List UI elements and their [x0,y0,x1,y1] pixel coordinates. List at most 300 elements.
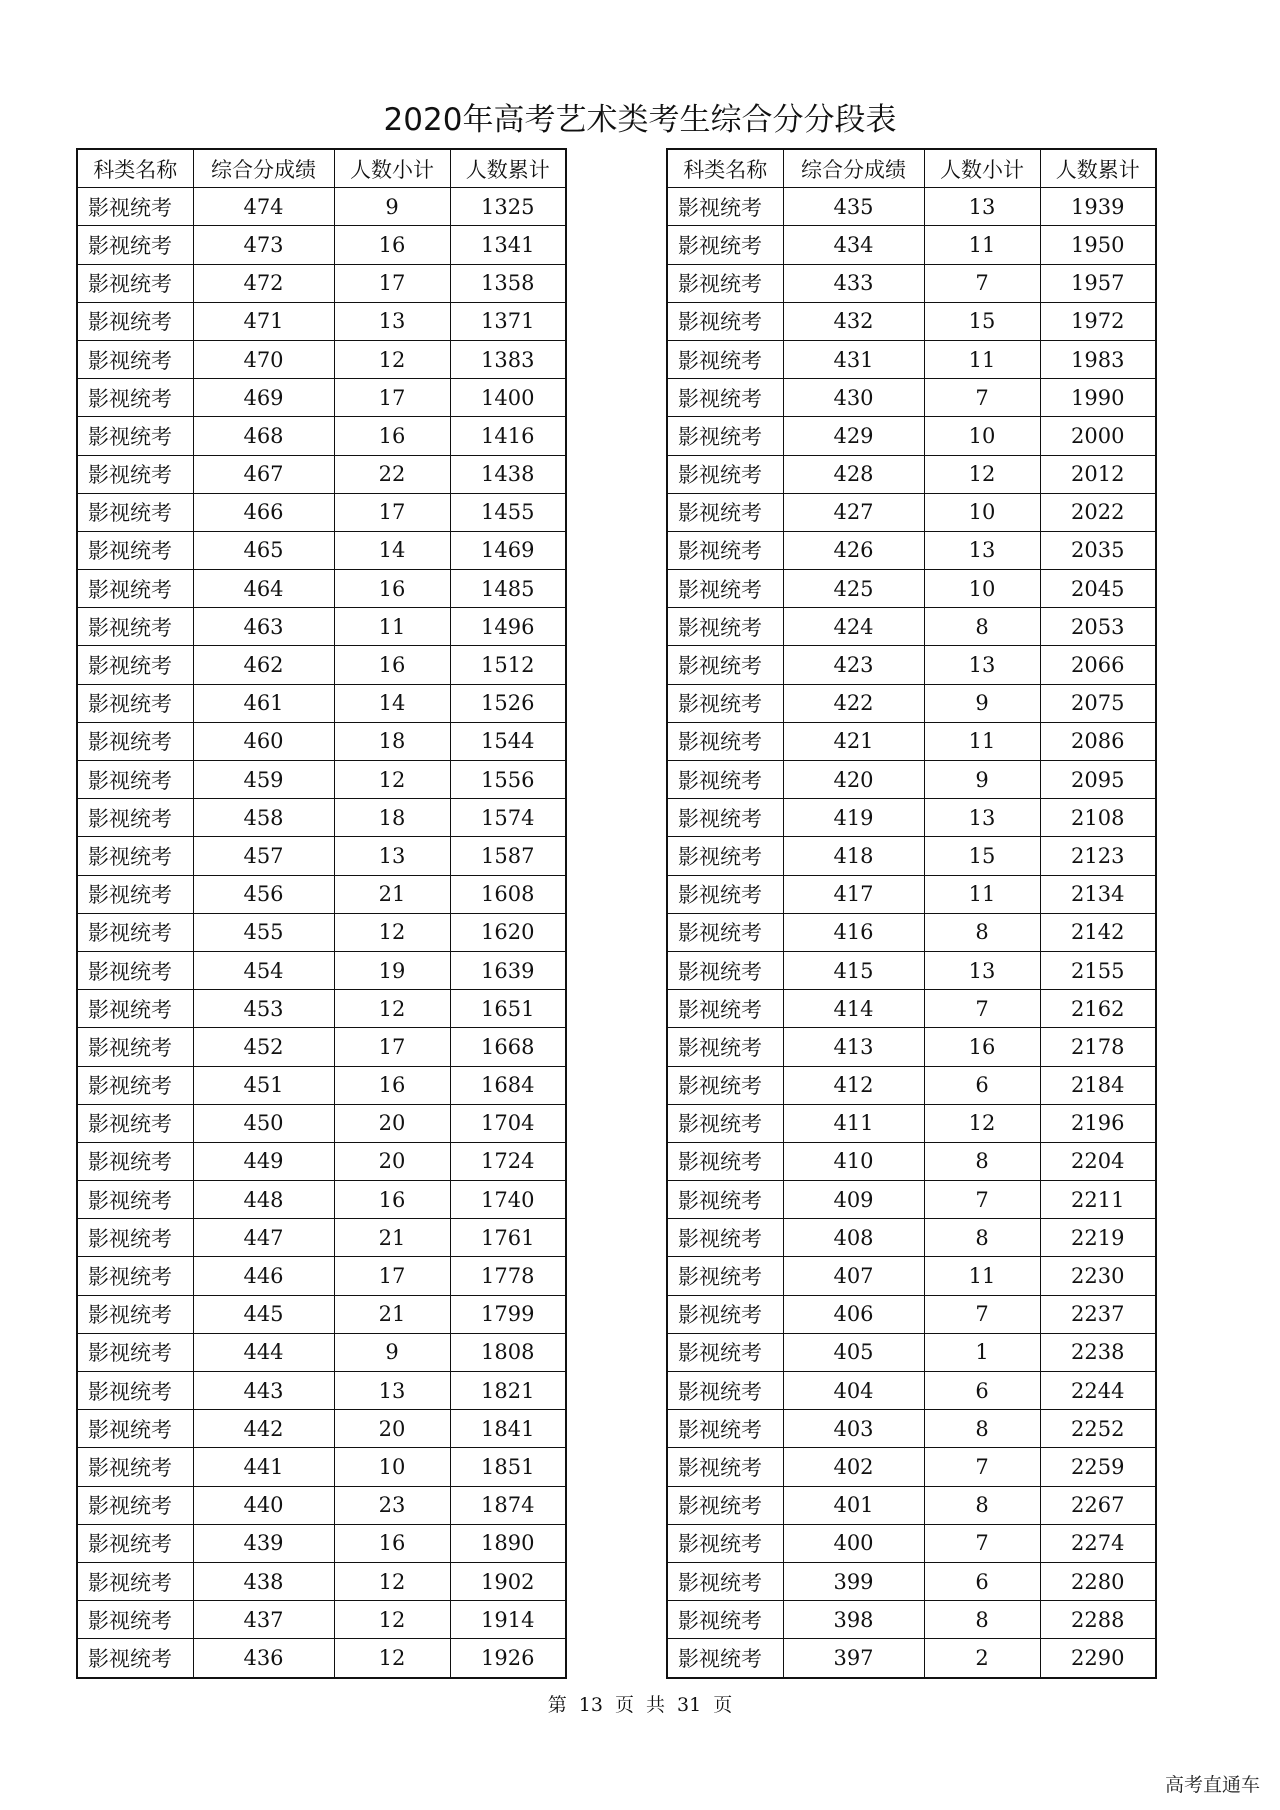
cell-category: 影视统考 [77,455,193,493]
cell-cumulative: 1740 [450,1181,566,1219]
cell-count: 16 [334,226,450,264]
cell-score: 460 [193,722,334,760]
table-row [77,608,566,646]
table-row [77,264,566,302]
cell-count: 9 [924,761,1040,799]
cell-category: 影视统考 [77,1066,193,1104]
cell-cumulative: 2000 [1040,417,1156,455]
cell-cumulative: 1526 [450,684,566,722]
cell-count: 10 [924,417,1040,455]
cell-count: 18 [334,722,450,760]
cell-category: 影视统考 [77,1486,193,1524]
footer-di: 第 [547,1694,567,1716]
cell-category: 影视统考 [77,761,193,799]
cell-count: 16 [334,646,450,684]
cell-score: 439 [193,1524,334,1562]
cell-score: 403 [783,1410,924,1448]
cell-score: 471 [193,302,334,340]
table-row [77,799,566,837]
cell-count: 17 [334,1257,450,1295]
cell-count: 7 [924,379,1040,417]
cell-category: 影视统考 [667,1295,783,1333]
cell-count: 16 [924,1028,1040,1066]
table-row [667,455,1156,493]
cell-score: 445 [193,1295,334,1333]
cell-cumulative: 2035 [1040,531,1156,569]
cell-category: 影视统考 [667,1524,783,1562]
cell-count: 7 [924,1181,1040,1219]
cell-count: 13 [924,188,1040,226]
table-row [667,799,1156,837]
cell-count: 6 [924,1066,1040,1104]
cell-count: 14 [334,531,450,569]
cell-count: 9 [334,188,450,226]
table-row [77,875,566,913]
table-row [77,837,566,875]
cell-count: 12 [334,1639,450,1678]
cell-cumulative: 2184 [1040,1066,1156,1104]
cell-cumulative: 2244 [1040,1372,1156,1410]
cell-cumulative: 2288 [1040,1601,1156,1639]
cell-cumulative: 1469 [450,531,566,569]
cell-score: 416 [783,913,924,951]
table-row [77,1372,566,1410]
cell-category: 影视统考 [667,302,783,340]
footer-ye2: 页 [713,1694,733,1716]
cell-score: 438 [193,1562,334,1600]
table-row [667,570,1156,608]
cell-category: 影视统考 [667,1562,783,1600]
cell-score: 406 [783,1295,924,1333]
table-row [77,493,566,531]
cell-cumulative: 1400 [450,379,566,417]
cell-score: 402 [783,1448,924,1486]
table-row [77,1028,566,1066]
table-row [667,379,1156,417]
table-row [667,1486,1156,1524]
cell-cumulative: 1556 [450,761,566,799]
table-row [667,1104,1156,1142]
cell-category: 影视统考 [667,761,783,799]
cell-count: 16 [334,417,450,455]
cell-cumulative: 1821 [450,1372,566,1410]
table-row [77,1142,566,1180]
cell-cumulative: 1902 [450,1562,566,1600]
table-row [77,1219,566,1257]
cell-score: 418 [783,837,924,875]
cell-cumulative: 2086 [1040,722,1156,760]
cell-count: 10 [924,493,1040,531]
cell-cumulative: 1874 [450,1486,566,1524]
cell-cumulative: 1914 [450,1601,566,1639]
cell-score: 435 [783,188,924,226]
cell-count: 15 [924,837,1040,875]
cell-category: 影视统考 [77,608,193,646]
cell-score: 465 [193,531,334,569]
cell-count: 14 [334,684,450,722]
cell-cumulative: 1341 [450,226,566,264]
cell-category: 影视统考 [667,1639,783,1678]
table-row [77,761,566,799]
cell-cumulative: 1512 [450,646,566,684]
cell-category: 影视统考 [667,1372,783,1410]
cell-category: 影视统考 [77,1410,193,1448]
cell-cumulative: 2075 [1040,684,1156,722]
header-score: 综合分成绩 [193,149,334,188]
table-row [77,1066,566,1104]
cell-category: 影视统考 [77,493,193,531]
cell-score: 427 [783,493,924,531]
cell-cumulative: 1544 [450,722,566,760]
cell-score: 425 [783,570,924,608]
cell-count: 8 [924,1601,1040,1639]
cell-score: 424 [783,608,924,646]
cell-score: 467 [193,455,334,493]
cell-category: 影视统考 [667,1028,783,1066]
cell-score: 440 [193,1486,334,1524]
cell-cumulative: 1851 [450,1448,566,1486]
table-row [667,646,1156,684]
cell-cumulative: 2095 [1040,761,1156,799]
cell-category: 影视统考 [77,1639,193,1678]
table-row [77,188,566,226]
table-row [667,1066,1156,1104]
cell-score: 443 [193,1372,334,1410]
table-row [667,1028,1156,1066]
cell-count: 16 [334,1181,450,1219]
table-row [77,417,566,455]
cell-cumulative: 1704 [450,1104,566,1142]
cell-cumulative: 1761 [450,1219,566,1257]
cell-category: 影视统考 [77,646,193,684]
cell-cumulative: 1990 [1040,379,1156,417]
cell-count: 23 [334,1486,450,1524]
cell-count: 17 [334,379,450,417]
cell-score: 454 [193,951,334,989]
cell-cumulative: 2290 [1040,1639,1156,1678]
cell-count: 11 [924,1257,1040,1295]
table-row [77,913,566,951]
cell-score: 474 [193,188,334,226]
cell-count: 12 [924,455,1040,493]
cell-cumulative: 2274 [1040,1524,1156,1562]
cell-score: 452 [193,1028,334,1066]
cell-category: 影视统考 [667,875,783,913]
cell-cumulative: 2259 [1040,1448,1156,1486]
table-row [77,1448,566,1486]
cell-score: 434 [783,226,924,264]
header-category: 科类名称 [77,149,193,188]
cell-count: 9 [924,684,1040,722]
cell-category: 影视统考 [667,1410,783,1448]
cell-count: 12 [334,340,450,378]
cell-category: 影视统考 [667,264,783,302]
cell-score: 444 [193,1333,334,1371]
cell-count: 12 [334,1562,450,1600]
table-row [667,531,1156,569]
cell-category: 影视统考 [667,722,783,760]
cell-score: 456 [193,875,334,913]
cell-score: 441 [193,1448,334,1486]
cell-count: 8 [924,1142,1040,1180]
cell-cumulative: 1371 [450,302,566,340]
cell-count: 16 [334,1066,450,1104]
cell-score: 400 [783,1524,924,1562]
cell-score: 432 [783,302,924,340]
cell-score: 459 [193,761,334,799]
cell-count: 16 [334,1524,450,1562]
cell-category: 影视统考 [77,226,193,264]
cell-cumulative: 1778 [450,1257,566,1295]
cell-score: 455 [193,913,334,951]
cell-category: 影视统考 [667,913,783,951]
cell-category: 影视统考 [77,1524,193,1562]
cell-cumulative: 1438 [450,455,566,493]
cell-cumulative: 1799 [450,1295,566,1333]
cell-score: 470 [193,340,334,378]
cell-score: 413 [783,1028,924,1066]
cell-score: 404 [783,1372,924,1410]
cell-cumulative: 2155 [1040,951,1156,989]
cell-score: 399 [783,1562,924,1600]
table-row [77,531,566,569]
cell-cumulative: 2108 [1040,799,1156,837]
cell-category: 影视统考 [77,570,193,608]
cell-category: 影视统考 [667,1066,783,1104]
cell-cumulative: 1325 [450,188,566,226]
cell-count: 19 [334,951,450,989]
cell-count: 7 [924,1524,1040,1562]
cell-cumulative: 1587 [450,837,566,875]
table-row [667,1524,1156,1562]
table-row [667,302,1156,340]
table-row [77,1601,566,1639]
cell-cumulative: 1808 [450,1333,566,1371]
cell-score: 428 [783,455,924,493]
table-header-row [77,149,566,188]
table-row [667,837,1156,875]
table-header-row [667,149,1156,188]
table-row [667,951,1156,989]
cell-category: 影视统考 [77,1219,193,1257]
table-row [667,1372,1156,1410]
cell-cumulative: 1651 [450,990,566,1028]
table-row [667,608,1156,646]
footer-gong: 共 [646,1694,666,1716]
cell-category: 影视统考 [77,188,193,226]
cell-count: 15 [924,302,1040,340]
cell-score: 421 [783,722,924,760]
cell-count: 8 [924,1219,1040,1257]
table-row [667,875,1156,913]
cell-category: 影视统考 [667,837,783,875]
page-footer [0,1690,1280,1717]
cell-cumulative: 2066 [1040,646,1156,684]
watermark: 高考直通车 [1164,1774,1260,1796]
table-row [667,1410,1156,1448]
cell-cumulative: 2204 [1040,1142,1156,1180]
table-row [77,302,566,340]
cell-cumulative: 2053 [1040,608,1156,646]
cell-cumulative: 1455 [450,493,566,531]
cell-count: 11 [334,608,450,646]
cell-count: 7 [924,1448,1040,1486]
cell-count: 6 [924,1562,1040,1600]
cell-cumulative: 1972 [1040,302,1156,340]
cell-count: 11 [924,875,1040,913]
cell-cumulative: 2196 [1040,1104,1156,1142]
cell-category: 影视统考 [77,951,193,989]
cell-count: 7 [924,264,1040,302]
table-row [77,570,566,608]
cell-count: 17 [334,493,450,531]
cell-score: 422 [783,684,924,722]
cell-count: 12 [924,1104,1040,1142]
cell-cumulative: 1639 [450,951,566,989]
cell-score: 420 [783,761,924,799]
cell-category: 影视统考 [667,379,783,417]
cell-cumulative: 1841 [450,1410,566,1448]
cell-category: 影视统考 [77,1562,193,1600]
footer-total-pages: 31 [677,1694,702,1716]
table-row [667,417,1156,455]
cell-count: 13 [334,1372,450,1410]
cell-score: 419 [783,799,924,837]
cell-category: 影视统考 [667,646,783,684]
cell-cumulative: 1668 [450,1028,566,1066]
cell-cumulative: 2211 [1040,1181,1156,1219]
cell-category: 影视统考 [667,493,783,531]
cell-score: 448 [193,1181,334,1219]
cell-cumulative: 1574 [450,799,566,837]
cell-count: 17 [334,264,450,302]
table-row [667,226,1156,264]
cell-score: 449 [193,1142,334,1180]
cell-category: 影视统考 [667,417,783,455]
table-row [667,1562,1156,1600]
cell-category: 影视统考 [667,990,783,1028]
header-category: 科类名称 [667,149,783,188]
cell-count: 2 [924,1639,1040,1678]
header-cumulative: 人数累计 [450,149,566,188]
cell-category: 影视统考 [77,684,193,722]
cell-cumulative: 2219 [1040,1219,1156,1257]
cell-score: 472 [193,264,334,302]
cell-count: 11 [924,226,1040,264]
table-row [667,1295,1156,1333]
cell-category: 影视统考 [77,1104,193,1142]
cell-cumulative: 1890 [450,1524,566,1562]
cell-score: 466 [193,493,334,531]
header-count: 人数小计 [924,149,1040,188]
cell-count: 6 [924,1372,1040,1410]
cell-category: 影视统考 [667,340,783,378]
cell-score: 457 [193,837,334,875]
cell-count: 12 [334,990,450,1028]
cell-score: 463 [193,608,334,646]
cell-count: 16 [334,570,450,608]
cell-cumulative: 1416 [450,417,566,455]
cell-cumulative: 1926 [450,1639,566,1678]
table-row [77,722,566,760]
cell-score: 405 [783,1333,924,1371]
cell-count: 20 [334,1104,450,1142]
cell-count: 12 [334,761,450,799]
cell-cumulative: 2012 [1040,455,1156,493]
cell-category: 影视统考 [667,799,783,837]
table-row [667,761,1156,799]
cell-cumulative: 1485 [450,570,566,608]
cell-cumulative: 2162 [1040,990,1156,1028]
cell-category: 影视统考 [667,608,783,646]
cell-category: 影视统考 [77,837,193,875]
table-row [667,913,1156,951]
cell-category: 影视统考 [667,1486,783,1524]
cell-count: 1 [924,1333,1040,1371]
cell-count: 8 [924,1410,1040,1448]
cell-cumulative: 1608 [450,875,566,913]
cell-score: 401 [783,1486,924,1524]
table-row [77,990,566,1028]
table-row [77,951,566,989]
cell-score: 426 [783,531,924,569]
table-row [667,1448,1156,1486]
table-row [77,379,566,417]
cell-score: 451 [193,1066,334,1104]
cell-score: 430 [783,379,924,417]
cell-score: 473 [193,226,334,264]
cell-category: 影视统考 [77,302,193,340]
cell-category: 影视统考 [77,1601,193,1639]
table-row [667,1639,1156,1678]
cell-score: 412 [783,1066,924,1104]
cell-cumulative: 1496 [450,608,566,646]
table-row [667,1181,1156,1219]
cell-count: 13 [924,799,1040,837]
cell-cumulative: 2022 [1040,493,1156,531]
cell-cumulative: 2178 [1040,1028,1156,1066]
cell-score: 461 [193,684,334,722]
cell-score: 446 [193,1257,334,1295]
cell-count: 7 [924,990,1040,1028]
cell-count: 9 [334,1333,450,1371]
cell-category: 影视统考 [667,684,783,722]
cell-count: 8 [924,608,1040,646]
cell-score: 468 [193,417,334,455]
table-row [77,1562,566,1600]
cell-score: 464 [193,570,334,608]
cell-count: 22 [334,455,450,493]
cell-count: 12 [334,913,450,951]
table-row [77,1486,566,1524]
cell-cumulative: 2134 [1040,875,1156,913]
table-row [667,264,1156,302]
cell-cumulative: 2230 [1040,1257,1156,1295]
cell-score: 447 [193,1219,334,1257]
cell-score: 408 [783,1219,924,1257]
table-row [77,455,566,493]
cell-score: 442 [193,1410,334,1448]
cell-count: 20 [334,1142,450,1180]
cell-count: 11 [924,340,1040,378]
header-count: 人数小计 [334,149,450,188]
cell-category: 影视统考 [77,913,193,951]
page-title: 2020年高考艺术类考生综合分分段表 [383,102,897,138]
cell-score: 458 [193,799,334,837]
cell-count: 21 [334,1219,450,1257]
cell-score: 462 [193,646,334,684]
cell-category: 影视统考 [667,188,783,226]
